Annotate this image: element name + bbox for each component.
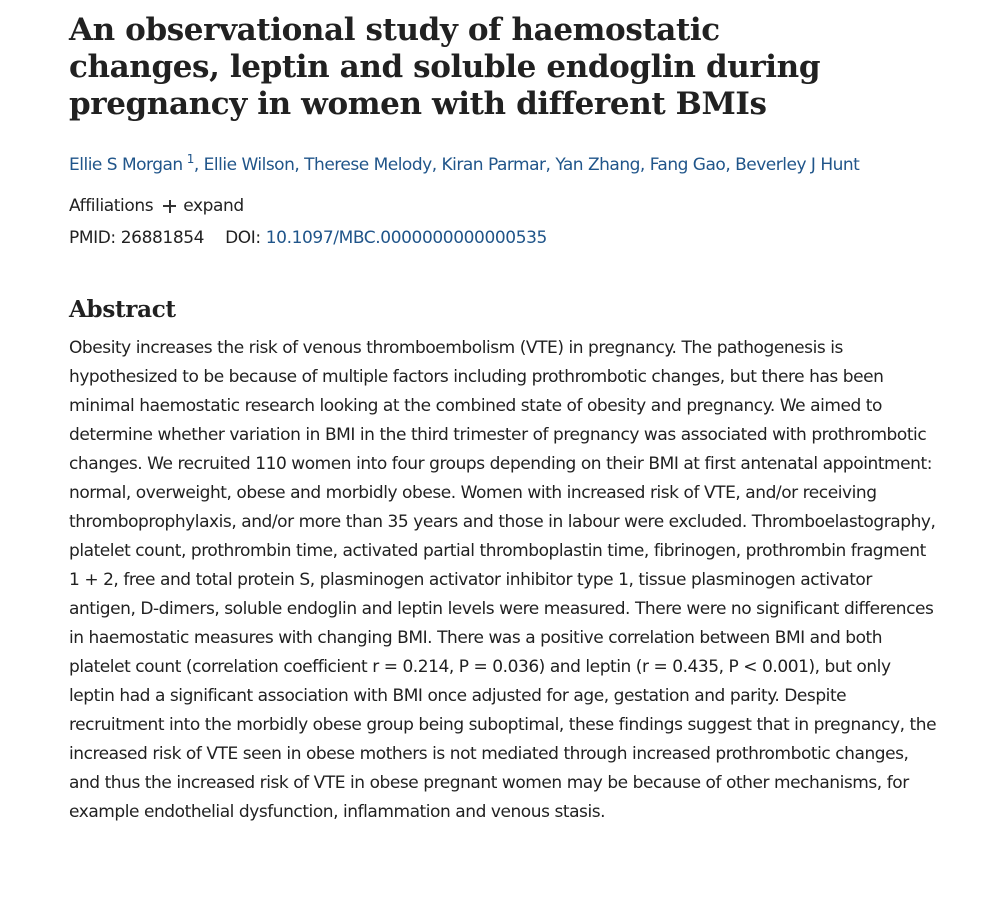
author-link-3[interactable]: Therese Melody [304, 155, 432, 175]
doi-label: DOI: [225, 228, 261, 248]
author-link-1[interactable]: Ellie S Morgan [69, 155, 183, 175]
author-link-4[interactable]: Kiran Parmar [441, 155, 546, 175]
doi-link[interactable]: 10.1097/MBC.0000000000000535 [265, 228, 547, 248]
affiliations-row [69, 194, 949, 218]
expand-label: expand [183, 196, 244, 216]
author-list: Ellie S Morgan $^1$, Ellie Wilson, Therese Melody, Kiran Parmar, Yan Zhang, Fang Gao, Beverley J Hunt [69, 152, 860, 175]
article [69, 12, 949, 827]
plus-icon [163, 200, 176, 213]
pmid: PMID: 26881854 [69, 228, 205, 248]
abstract-heading: Abstract [69, 296, 176, 323]
author-link-5[interactable]: Yan Zhang [555, 155, 640, 175]
author-affiliation-number[interactable]: 1 [186, 152, 194, 166]
author-link-7[interactable]: Beverley J Hunt [735, 155, 860, 175]
expand-affiliations-button[interactable] [163, 194, 244, 218]
author-link-2[interactable]: Ellie Wilson [203, 155, 295, 175]
abstract-text: Obesity increases the risk of venous thromboembolism (VTE) in pregnancy. The pathogenesis is hypothesized to be because of multiple factors including prothrombotic changes, but there has been minimal haemostatic research looking at the combined state of obesity and pregnancy. We aimed to determine whether variation in BMI in the third trimester of pregnancy was associated with prothrombotic changes. We recruited 110 women into four groups depending on their BMI at first antenatal appointment: normal, overweight, obese and morbidly obese. Women with increased risk of VTE, and/or receiving thromboprophylaxis, and/or more than 35 years and those in labour were excluded. Thromboelastography, platelet count, prothrombin time, activated partial thromboplastin time, fibrinogen, prothrombin fragment 1 + 2, free and total protein S, plasminogen activator inhibitor type 1, tissue plasminogen activator antigen, D-dimers, soluble endoglin and leptin levels were measured. There were no significant differences in haemostatic measures with changing BMI. There was a positive correlation between BMI and both platelet count (correlation coefficient r = 0.214, P = 0.036) and leptin (r = 0.435, P < 0.001), but only leptin had a significant association with BMI once adjusted for age, gestation and parity. Despite recruitment into the morbidly obese group being suboptimal, these findings suggest that in pregnancy, the increased risk of VTE seen in obese mothers is not mediated through increased prothrombotic changes, and thus the increased risk of VTE in obese pregnant women may be because of other mechanisms, for example endothelial dysfunction, inflammation and venous stasis. [69, 338, 937, 822]
article-title: An observational study of haemostatic changes, leptin and soluble endoglin during pregnancy in women with different BMIs [69, 12, 821, 122]
author-link-6[interactable]: Fang Gao [649, 155, 726, 175]
identifiers-row [69, 226, 949, 250]
affiliations-label: Affiliations [69, 196, 154, 216]
